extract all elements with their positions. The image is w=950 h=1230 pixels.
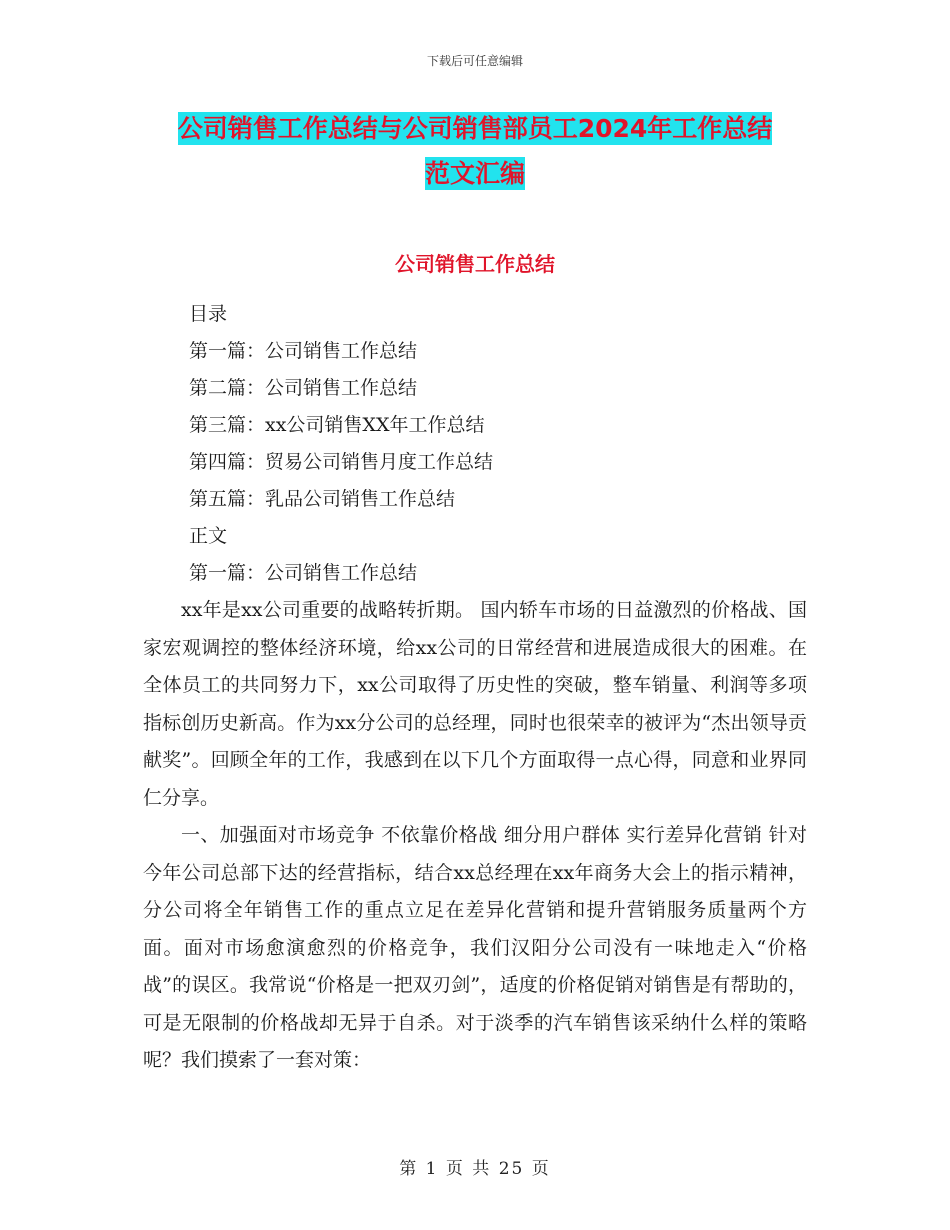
- section-heading: 第一篇：公司销售工作总结: [189, 562, 418, 584]
- section-subtitle: 公司销售工作总结: [395, 252, 555, 276]
- toc-item: 第四篇：贸易公司销售月度工作总结: [189, 451, 494, 473]
- paragraph: 一、加强面对市场竞争 不依靠价格战 细分用户群体 实行差异化营销 针对今年公司总部下达的经营指标，结合xx总经理在xx年商务大会上的指示精神，分公司将全年销售工作的重点立足在差异化营销和提升营销服务质量两个方面。面对市场愈演愈烈的价格竞争，我们汉阳分公司没有一味地走入“价格战”的误区。我常说“价格是一把双刃剑”，适度的价格促销对销售是有帮助的，可是无限制的价格战却无异于自杀。对于淡季的汽车销售该采纳什么样的策略呢？我们摸索了一套对策：: [143, 824, 807, 1071]
- toc-heading: 目录: [189, 303, 228, 325]
- toc-item: 第二篇：公司销售工作总结: [189, 377, 418, 399]
- title-line1-text: 公司销售工作总结与公司销售部员工2024年工作总结: [177, 114, 773, 143]
- paragraph: xx年是xx公司重要的战略转折期。 国内轿车市场的日益激烈的价格战、国家宏观调控的整体经济环境，给xx公司的日常经营和进展造成很大的困难。在全体员工的共同努力下，xx公司取得了历史性的突破，整车销量、利润等多项指标创历史新高。作为xx分公司的总经理，同时也很荣幸的被评为“杰出领导贡献奖”。回顾全年的工作，我感到在以下几个方面取得一点心得，同意和业界同仁分享。: [143, 599, 807, 809]
- toc-item: 第一篇：公司销售工作总结: [189, 340, 418, 362]
- toc-item: 第三篇：xx公司销售XX年工作总结: [189, 414, 485, 436]
- document-title-line1: [0, 112, 950, 146]
- body-text: [143, 592, 807, 1080]
- table-of-contents: [189, 296, 829, 592]
- toc-item: 第五篇：乳品公司销售工作总结: [189, 488, 456, 510]
- header-note: 下载后可任意编辑: [426, 54, 523, 68]
- page-footer: 第 1 页 共 25 页: [399, 1159, 551, 1179]
- title-line2-text: 范文汇编: [424, 159, 525, 188]
- body-heading: 正文: [189, 525, 228, 547]
- document-title-line2: [0, 157, 950, 191]
